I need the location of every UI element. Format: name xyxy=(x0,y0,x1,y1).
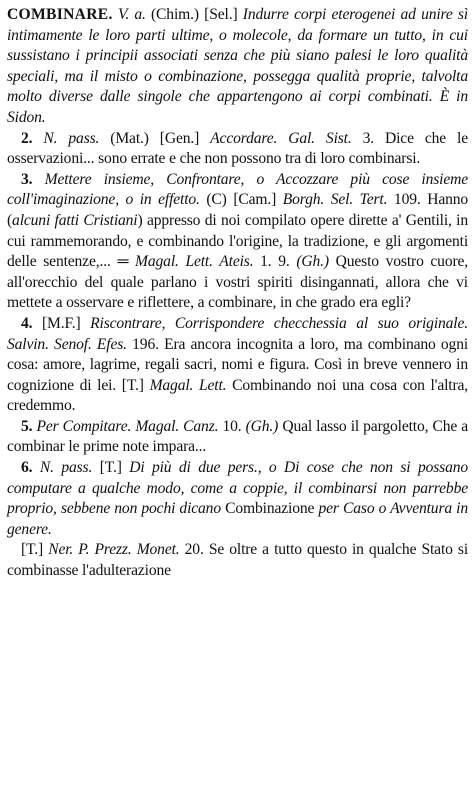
entry-sense-3 xyxy=(7,170,468,314)
sense-6-definition-c: per xyxy=(318,500,339,518)
entry-sense-2 xyxy=(7,129,468,170)
sense-4-tags: [M.F.] xyxy=(42,314,81,332)
sense-2-number: 2. xyxy=(21,129,33,147)
sense-5-citation: Magal. Canz. xyxy=(135,417,219,435)
entry-sense-5 xyxy=(7,417,468,458)
sense-5-definition: Per Compitare. xyxy=(36,417,132,435)
sense-3-number: 3. xyxy=(21,170,33,188)
sense-5-quote: Qual lasso il pargoletto, Che a combinar le prime note impara... xyxy=(7,417,469,456)
sense-3-tag-1: (C) xyxy=(206,191,227,209)
sense-6-label: N. pass. xyxy=(39,459,93,477)
sense-4-quote-2: Combinando noi una cosa con l'altra, credemmo. xyxy=(7,376,469,415)
sense-4-ref: 196. xyxy=(132,335,159,353)
dictionary-page xyxy=(7,5,468,582)
sense-3-quote-2: Questo vostro cuore, all'orecchio del quale parlano i vostri spiriti disingannati, allora che vi mettete a osservare e riflettere, a combinare, in che grado era egli? xyxy=(7,253,469,312)
sense-3-citation-2: Magal. Lett. Ateis. xyxy=(135,253,254,271)
sense-5-tag: (Gh.) xyxy=(245,417,279,435)
entry-sense-6 xyxy=(7,458,468,540)
sense-7-citation: Ner. P. Prezz. Monet. xyxy=(48,541,180,559)
sense-2-definition: Accordare. xyxy=(210,129,278,147)
sense-7-quote: Se oltre a tutto questo in qualche Stato si combinasse l'adulterazione xyxy=(7,541,468,580)
headword: COMBINARE. xyxy=(7,6,113,23)
sense-6-definition-a: Di più di due pers., o Di cose che non si possano computare a qualche modo, come a coppie, il combinarsi non parrebbe proprio, sebbene non pochi dicano xyxy=(7,459,469,518)
sense-2-label: N. pass. xyxy=(43,129,100,147)
sense-3-definition: Mettere insieme, Confrontare, o Accozzare più cose insieme coll'imaginazione, o in effetto. xyxy=(7,170,469,209)
sense-4-definition: Riscontrare, Corrispondere checchessia al suo originale. xyxy=(90,314,468,332)
sense-7-tag: [T.] xyxy=(21,541,44,559)
sense-1-definition: Indurre corpi eterogenei ad unire sì intimamente le loro parti ultime, o molecole, da formare un tutto, in cui sussistano i principii associati senza che più siano palesi le loro qualità speciali, ma il misto o combinazione, possegga qualità proprie, talvolta molto diverse dalle singole che appartengono ai corpi combinati. È in Sidon. xyxy=(7,6,469,126)
sense-2-tags: (Mat.) [Gen.] xyxy=(110,129,200,147)
sense-4-citation: Salvin. Senof. Efes. xyxy=(7,335,127,353)
entry-sense-1 xyxy=(7,5,468,129)
sense-4-citation-2: Magal. Lett. xyxy=(149,376,227,394)
sense-3-quote-b: ) appresso di noi compilato opere dirette a' Gentili, in cui rammemorando, e combinando l'origine, la tradizione, e gli argomenti delle sentenze,... xyxy=(7,211,469,271)
sense-3-citation: Borgh. Sel. Tert. xyxy=(282,191,388,209)
sense-3-quote-a: Hanno ( xyxy=(7,191,469,229)
sense-4-tag-2: [T.] xyxy=(121,376,144,394)
sense-3-tag-3: (Gh.) xyxy=(296,253,329,271)
entry-sense-7 xyxy=(7,540,468,581)
sense-6-tag: [T.] xyxy=(99,459,122,477)
sense-2-citation: Gal. Sist. xyxy=(288,129,352,147)
sense-4-number: 4. xyxy=(21,314,33,332)
sense-6-definition-b: Combinazione xyxy=(225,500,315,518)
sense-3-ref: 109. xyxy=(393,191,421,209)
sense-2-quote: 3. Dice che le osservazioni... sono errate e che non possono tra di loro combinarsi. xyxy=(7,129,468,168)
sense-1-tags: (Chim.) [Sel.] xyxy=(151,6,238,23)
part-of-speech: V. a. xyxy=(117,6,146,23)
sense-3-quote-italic: alcuni fatti Cristiani xyxy=(12,211,138,229)
sense-6-definition-d: Caso o Avventura in genere. xyxy=(7,500,469,538)
sense-5-ref: 10. xyxy=(222,417,242,435)
sense-3-tag-2: [Cam.] xyxy=(233,191,277,209)
sense-4-quote: Era ancora incognita a loro, ma combinano ogni cosa: amore, lagrime, regali sacri, nomi e figura. Così in breve vennero in cognizione di lei. xyxy=(7,335,469,394)
entry-sense-4 xyxy=(7,314,468,417)
sense-7-ref: 20. xyxy=(184,541,204,559)
sense-5-number: 5. xyxy=(21,417,33,435)
sense-3-equals-mark: ═ xyxy=(117,253,129,271)
sense-3-ref-2: 1. 9. xyxy=(260,253,290,271)
sense-6-number: 6. xyxy=(21,459,33,477)
